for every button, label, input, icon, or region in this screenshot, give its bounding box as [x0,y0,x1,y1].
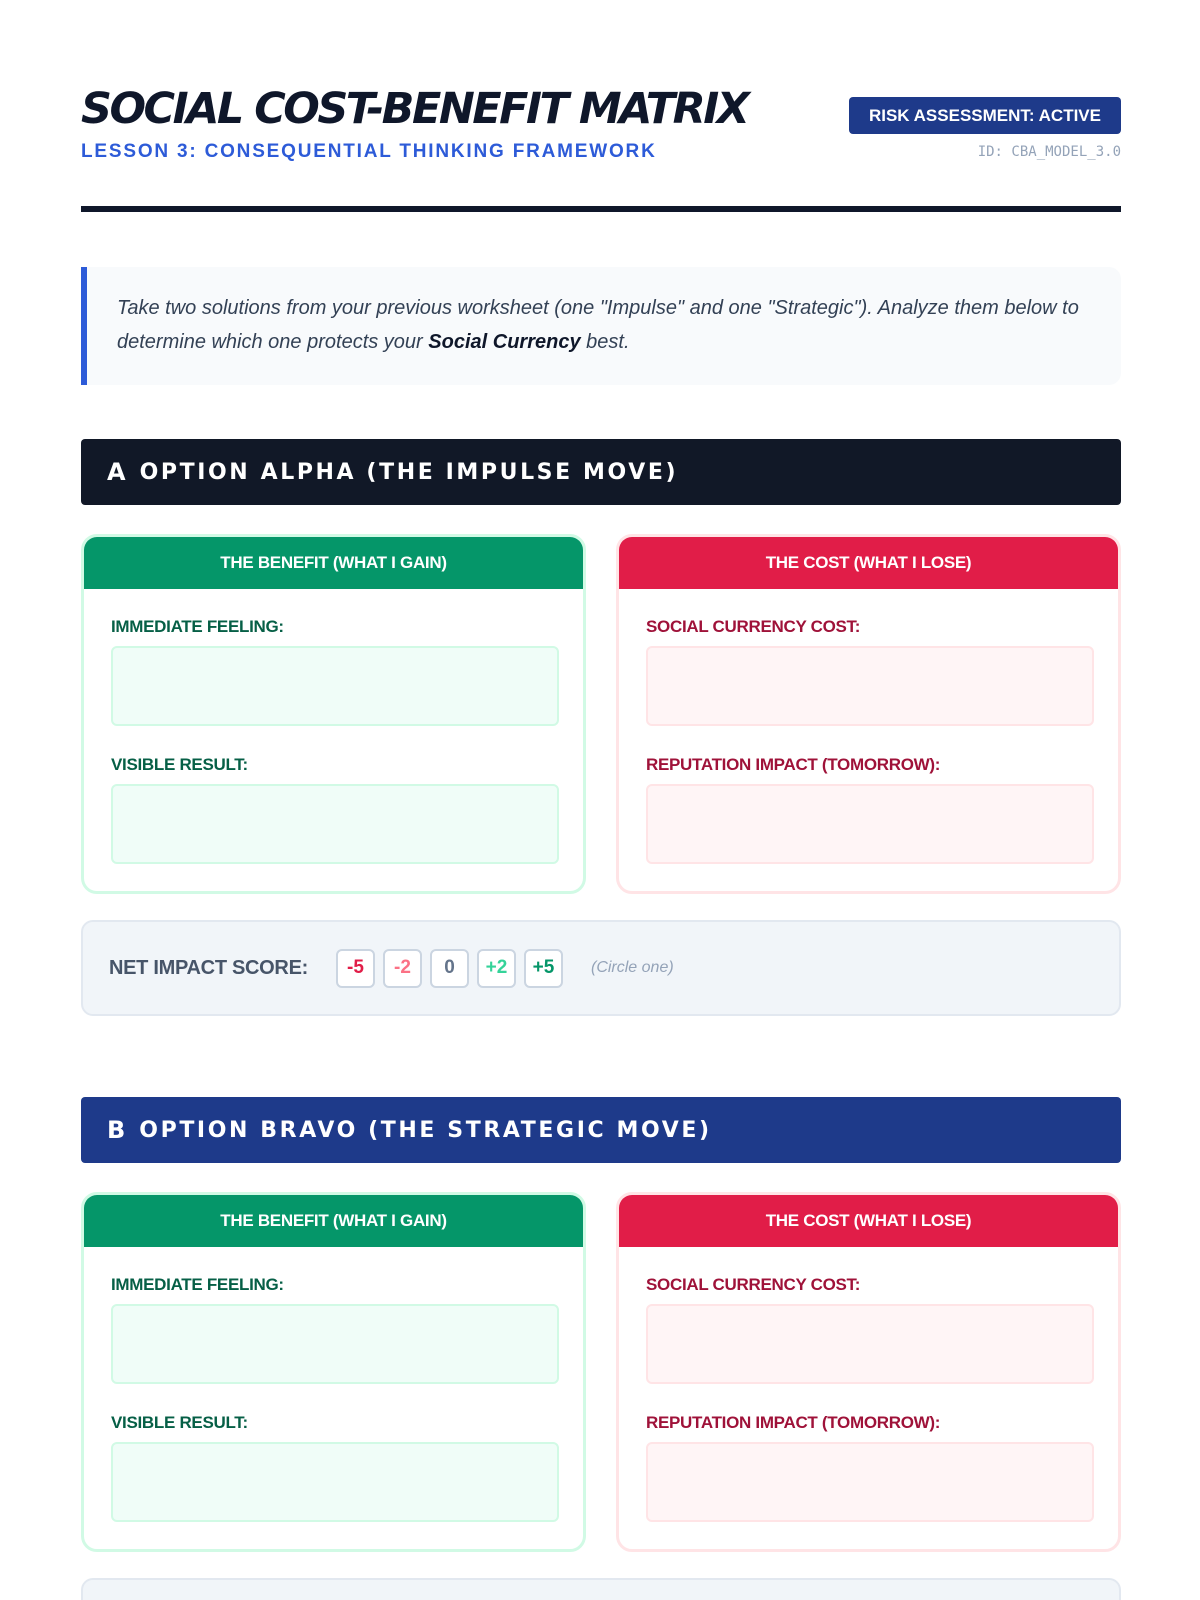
bravo-benefit-card [81,1192,586,1552]
social-currency-cost-field[interactable] [646,646,1094,726]
reputation-impact-field[interactable] [646,784,1094,864]
benefit-header: THE BENEFIT (WHAT I GAIN) [84,1195,583,1247]
visible-result-label: VISIBLE RESULT: [111,755,248,774]
worksheet-page [81,0,1121,1432]
section-title: OPTION ALPHA (THE IMPULSE MOVE) [139,459,679,485]
score-option-plus-5[interactable]: +5 [524,949,563,988]
score-option-minus-2[interactable]: -2 [383,949,422,988]
cost-header: THE COST (WHAT I LOSE) [619,537,1118,589]
reputation-impact-field[interactable] [646,1442,1094,1522]
net-impact-score-panel-partial [81,1578,1121,1600]
page-subtitle: LESSON 3: CONSEQUENTIAL THINKING FRAMEWORK [81,141,657,162]
section-letter: B [107,1116,126,1144]
reputation-impact-label: REPUTATION IMPACT (TOMORROW): [646,1413,941,1432]
document-id: ID: CBA_MODEL_3.0 [977,144,1121,160]
immediate-feeling-label: IMMEDIATE FEELING: [111,617,284,636]
score-option-minus-5[interactable]: -5 [336,949,375,988]
instructions-emphasis: Social Currency [428,331,581,353]
visible-result-field[interactable] [111,1442,559,1522]
social-currency-cost-field[interactable] [646,1304,1094,1384]
net-impact-score-panel [81,920,1121,1016]
page-title: SOCIAL COST-BENEFIT MATRIX [81,84,748,134]
bravo-cost-card [616,1192,1121,1552]
visible-result-field[interactable] [111,784,559,864]
visible-result-label: VISIBLE RESULT: [111,1413,248,1432]
header-divider [81,206,1121,212]
section-letter: A [107,458,126,486]
benefit-header: THE BENEFIT (WHAT I GAIN) [84,537,583,589]
score-instruction: (Circle one) [590,959,674,976]
reputation-impact-label: REPUTATION IMPACT (TOMORROW): [646,755,941,774]
section-bravo-header [81,1097,1121,1163]
alpha-cost-card [616,534,1121,894]
score-option-0[interactable]: 0 [430,949,469,988]
page-header [81,0,1121,215]
instructions-text: Take two solutions from your previous worksheet (one "Impulse" and one "Strategic"). Analyze them below to determine which one protects your [117,297,1079,353]
score-option-plus-2[interactable]: +2 [477,949,516,988]
instructions-box [81,267,1121,385]
status-badge: RISK ASSESSMENT: ACTIVE [849,97,1121,134]
immediate-feeling-field[interactable] [111,646,559,726]
alpha-benefit-card [81,534,586,894]
net-impact-score-label: NET IMPACT SCORE: [109,956,308,979]
instructions-text-end: best. [580,331,630,353]
section-alpha-header [81,439,1121,505]
section-title: OPTION BRAVO (THE STRATEGIC MOVE) [139,1117,712,1143]
social-currency-cost-label: SOCIAL CURRENCY COST: [646,617,861,636]
immediate-feeling-label: IMMEDIATE FEELING: [111,1275,284,1294]
social-currency-cost-label: SOCIAL CURRENCY COST: [646,1275,861,1294]
cost-header: THE COST (WHAT I LOSE) [619,1195,1118,1247]
immediate-feeling-field[interactable] [111,1304,559,1384]
